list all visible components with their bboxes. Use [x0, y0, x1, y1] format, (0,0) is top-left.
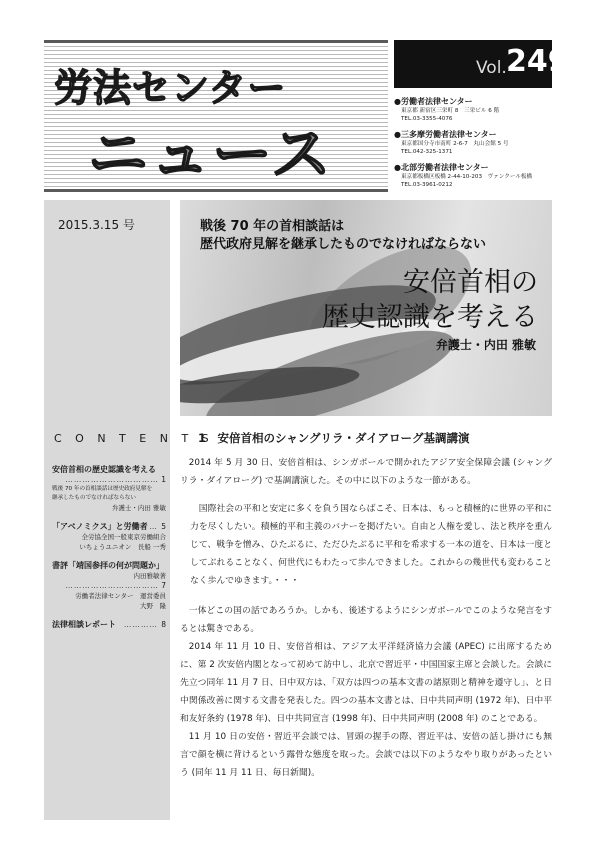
office-entry [394, 162, 554, 189]
paragraph: 2014 年 5 月 30 日、安倍首相は、シンガポールで開かれたアジア安全保障会議 (シャングリラ・ダイアローグ) で基調講演した。その中に以下のような一節がある。 [180, 458, 552, 486]
table-of-contents [52, 464, 166, 638]
feature-subtitle-line1: 戦後 70 年の首相談話は [200, 219, 345, 234]
toc-item-subtitle: 戦後 70 年の首相談話は歴史政府見解を [52, 486, 153, 492]
toc-item-title[interactable]: 書評「靖国参拝の何が問題か」 [52, 561, 164, 570]
section-heading: 1 安倍首相のシャングリラ・ダイアローグ基調講演 [198, 431, 470, 445]
office-phone: TEL.03-3961-0212 [401, 182, 453, 188]
office-entry [394, 129, 554, 156]
volume-number: 249 [506, 44, 569, 79]
toc-item-title[interactable]: 安倍首相の歴史認識を考える [52, 465, 156, 474]
office-name: ●三多摩労働者法律センター [394, 130, 497, 139]
toc-page-line [116, 620, 166, 630]
office-name: ●北部労働者法律センター [394, 163, 489, 172]
toc-item-title[interactable]: 法律相談レポート [52, 620, 116, 629]
sidebar [44, 200, 214, 820]
feature-subtitle-line2: 歴代政府見解を継承したものでなければならない [200, 237, 487, 252]
office-entry [394, 96, 554, 123]
office-address: 東京都国分寺市南町 2-6-7 丸山会館 5 号 [401, 141, 509, 147]
toc-item[interactable] [52, 560, 166, 611]
toc-page-number: 7 [161, 581, 166, 590]
feature-byline: 弁護士・内田 雅敏 [435, 338, 536, 352]
toc-page-line [52, 581, 166, 591]
office-phone: TEL.042-325-1371 [401, 149, 453, 155]
toc-item-title[interactable]: 「アベノミクス」と労働者 [52, 522, 148, 531]
office-address: 東京都板橋区板橋 2-44-10-203 ヴァンクール板橋 [401, 174, 533, 180]
office-phone: TEL.03-3355-4076 [401, 116, 453, 122]
toc-page-number: 1 [161, 475, 166, 484]
toc-leader-dots: …………………………… [65, 475, 159, 484]
office-list [394, 96, 554, 195]
toc-item[interactable] [52, 521, 166, 552]
paragraph: 一体どこの国の話であろうか。しかも、後述するようにシンガポールでこのような発言をするとは驚きである。 [180, 606, 552, 634]
masthead-stripe-panel [44, 40, 388, 192]
toc-page-line [148, 522, 166, 532]
volume-label: Vol. [476, 58, 507, 78]
toc-item-author: 内田雅敏著 [133, 572, 166, 580]
toc-item-subtitle: 労働者法律センター 運営委員 [75, 592, 166, 600]
paragraph: 2014 年 11 月 10 日、安倍首相は、アジア太平洋経済協力会議 (APEC) に出席するために、第 2 次安倍内閣となって初めて訪中し、北京で習近平・中国国家主席と会談した。会談に先立つ同年 11 月 7 日、日中双方は、「双方は四つの基本文書の諸原則と精神を遵守し」、と日中関係改善に関する文書を発表した。四つの基本文書とは、日中共同声明 (1972 年)、日中平和友好条約 (1978 年)、日中共同宣言 (1998 年)、日中共同声明 (2008 年) のことである。 [180, 642, 552, 724]
feature-title-line1: 安倍首相の [403, 267, 538, 298]
article-body [180, 430, 552, 782]
toc-item[interactable] [52, 619, 166, 630]
toc-leader-dots: … [149, 522, 162, 531]
toc-leader-dots: ………… [123, 620, 162, 629]
toc-title-row [52, 619, 166, 630]
toc-page-number: 8 [161, 620, 166, 629]
issue-date: 2015.3.15 号 [58, 218, 135, 232]
block-quote: 国際社会の平和と安定に多くを負う国ならばこそ、日本は、もっと積極的に世界の平和に力を尽くしたい。積極的平和主義のバナーを掲げたい。自由と人権を愛し、法と秩序を重んじて、戦争を憎み、ひたぶるに、ただひたぶるに平和を希求する一本の道を、日本は一度としてぶれることなく、何世代にもわたって歩んできました。これからの幾世代も変わることなく歩んでゆきます。・・・ [190, 504, 552, 586]
feature-title-line2: 歴史認識を考える [322, 302, 538, 333]
office-name: ●労働者法律センター [394, 97, 473, 106]
toc-item-subtitle: 全労協全国一般東京労働組合 [81, 533, 166, 541]
toc-leader-dots: …………………………… [65, 581, 159, 590]
toc-page-line [52, 475, 166, 485]
toc-item[interactable] [52, 464, 166, 513]
volume-badge [394, 40, 569, 88]
paragraph: 11 月 10 日の安倍・習近平会談では、冒頭の握手の際、習近平は、安倍の話し掛けにも無言で顔を横に背けるという露骨な態度を取った。会談では以下のようなやり取りがあったという (同年 11 月 11 日、毎日新聞)。 [180, 732, 552, 778]
newsletter-title-line2: ニュース [88, 120, 333, 190]
toc-page-number: 5 [161, 522, 166, 531]
toc-item-author: 弁護士・内田 雅敏 [111, 504, 166, 512]
toc-item-subtitle: 継承したものでなければならない [52, 495, 136, 501]
feature-banner [180, 200, 552, 416]
newsletter-title-line1: 労法センター [54, 66, 287, 110]
office-address: 東京都 新宿区三栄町 8 三栄ビル 6 階 [401, 108, 500, 114]
masthead [44, 40, 569, 192]
contents-heading: C O N T E N T S [54, 432, 214, 445]
toc-title-row [52, 521, 166, 532]
toc-item-author: いちょうユニオン 長船 一秀 [79, 543, 166, 551]
toc-item-author: 大野 隆 [140, 602, 166, 610]
